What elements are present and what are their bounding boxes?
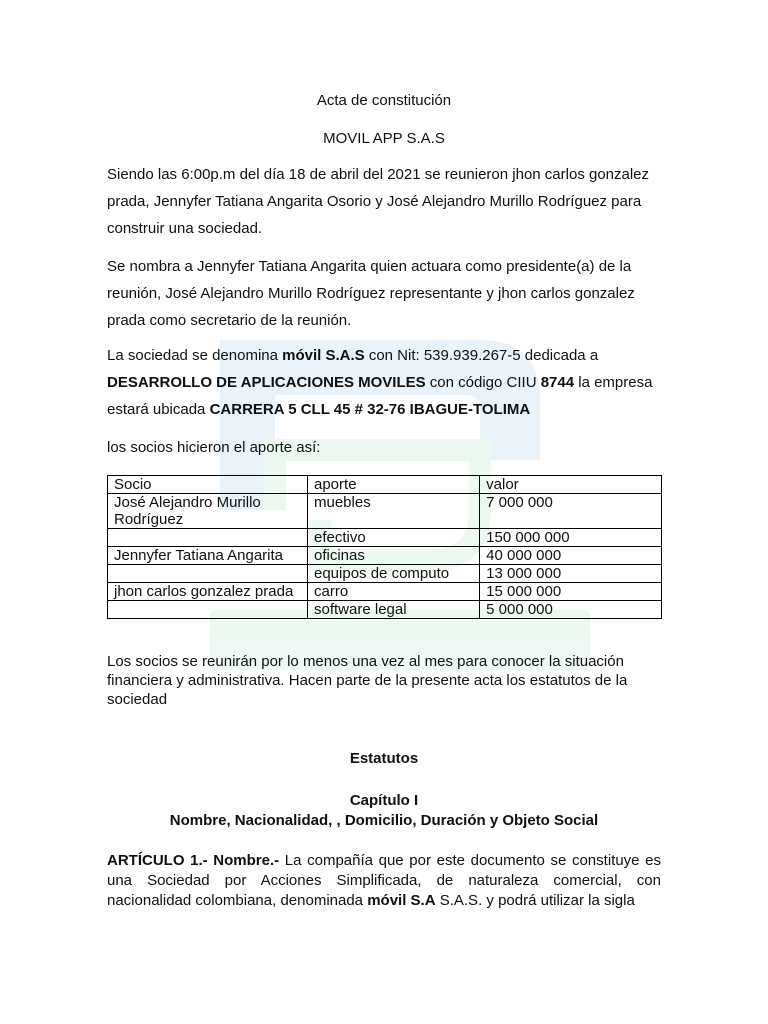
text-run: S.A.S. y podrá utilizar la sigla xyxy=(435,892,635,909)
paragraph-appointments: Se nombra a Jennyfer Tatiana Angarita quien actuara como presidente(a) de la reunión, José Alejandro Murillo Rodríguez representante y jhon carlos gonzalez prada como secretario de la reunión. xyxy=(107,258,635,329)
table-cell: jhon carlos gonzalez prada xyxy=(108,583,308,601)
text-run: con Nit: 539.939.267-5 dedicada a xyxy=(364,347,599,364)
company-short-name: móvil S.A.S xyxy=(282,347,365,364)
table-cell: 40 000 000 xyxy=(480,547,662,565)
business-activity: DESARROLLO DE APLICACIONES MOVILES xyxy=(107,374,426,391)
company-short-name: móvil S.A xyxy=(367,892,436,909)
header-cell: Socio xyxy=(108,476,308,494)
table-cell: 15 000 000 xyxy=(480,583,662,601)
paragraph-company-info xyxy=(107,342,667,423)
company-address: CARRERA 5 CLL 45 # 32-76 IBAGUE-TOLIMA xyxy=(209,401,531,418)
paragraph-meetings-frequency: Los socios se reunirán por lo menos una vez al mes para conocer la situación financiera y administrativa. Hacen parte de la presente acta los estatutos de la sociedad xyxy=(107,653,628,708)
header-cell: valor xyxy=(480,476,662,494)
table-cell xyxy=(108,601,308,619)
text-run: la empresa estará ubicada xyxy=(107,374,653,418)
article-1-label: ARTÍCULO 1.- Nombre.- xyxy=(107,852,280,869)
document-title: Acta de constitución xyxy=(316,92,452,109)
text-run: La sociedad se denomina xyxy=(107,347,283,364)
company-name: MOVIL APP S.A.S xyxy=(323,130,445,147)
text-run: con código CIIU xyxy=(425,374,541,391)
table-cell: José Alejandro Murillo Rodríguez xyxy=(108,494,308,529)
text-run: La compañía que por este documento se constituye es una Sociedad por Acciones Simplificada, de naturaleza comercial, con nacionalidad colombiana, denominada xyxy=(107,852,661,909)
contributions-table xyxy=(107,475,662,619)
table-row xyxy=(108,583,662,601)
header-cell: aporte xyxy=(308,476,480,494)
ciiu-code: 8744 xyxy=(540,374,575,391)
table-cell: oficinas xyxy=(308,547,480,565)
chapter-heading: Capítulo I xyxy=(349,792,419,809)
table-cell: carro xyxy=(308,583,480,601)
table-row xyxy=(108,494,662,529)
table-cell: 5 000 000 xyxy=(480,601,662,619)
article-1 xyxy=(107,851,661,911)
table-cell: equipos de computo xyxy=(308,565,480,583)
table-cell: efectivo xyxy=(308,529,480,547)
table-row xyxy=(108,565,662,583)
table-cell: Jennyfer Tatiana Angarita xyxy=(108,547,308,565)
table-row xyxy=(108,547,662,565)
table-cell: software legal xyxy=(308,601,480,619)
chapter-title: Nombre, Nacionalidad, , Domicilio, Duración y Objeto Social xyxy=(169,812,599,829)
table-row xyxy=(108,601,662,619)
table-cell xyxy=(108,565,308,583)
estatutos-heading: Estatutos xyxy=(349,750,419,767)
table-cell: 150 000 000 xyxy=(480,529,662,547)
table-cell: 7 000 000 xyxy=(480,494,662,529)
table-cell xyxy=(108,529,308,547)
table-row xyxy=(108,529,662,547)
table-cell: 13 000 000 xyxy=(480,565,662,583)
table-cell: muebles xyxy=(308,494,480,529)
table-header-row xyxy=(108,476,662,494)
paragraph-contributions-intro: los socios hicieron el aporte así: xyxy=(107,439,321,456)
paragraph-meeting: Siendo las 6:00p.m del día 18 de abril del 2021 se reunieron jhon carlos gonzalez prada, Jennyfer Tatiana Angarita Osorio y José Alejandro Murillo Rodríguez para construir una sociedad. xyxy=(107,166,650,237)
